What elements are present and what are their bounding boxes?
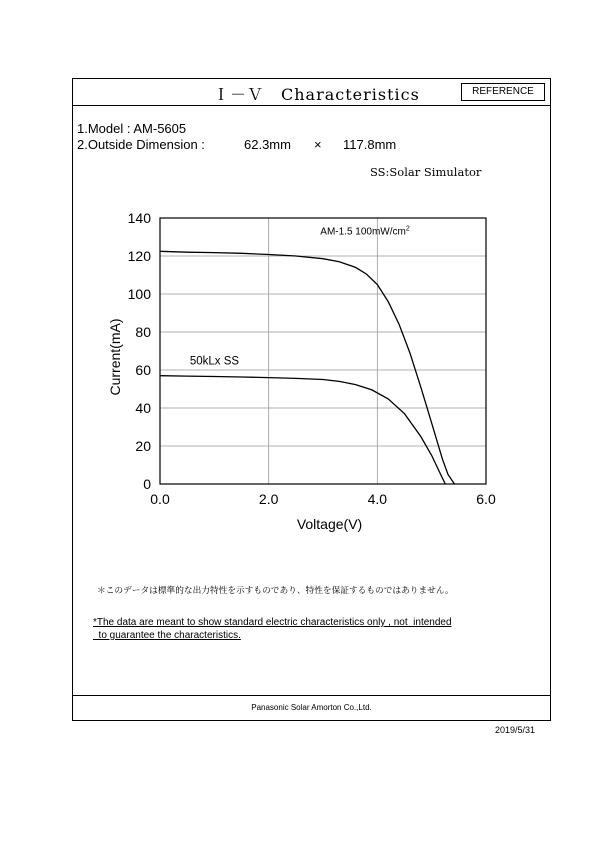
title-bar	[73, 79, 550, 106]
english-disclaimer-line-2: to guarantee the characteristics.	[93, 630, 241, 641]
solar-simulator-note: SS:Solar Simulator	[370, 165, 482, 179]
y-tick-label-1: 20	[135, 438, 151, 454]
series-line-0	[160, 251, 455, 484]
dimension-times: ×	[314, 137, 322, 152]
series-label-50klx: 50kLx SS	[189, 355, 240, 368]
x-tick-label-2: 4.0	[367, 491, 388, 507]
y-tick-label-4: 80	[135, 324, 151, 340]
x-axis-label: Voltage(V)	[296, 516, 363, 532]
y-tick-label-2: 40	[135, 400, 151, 416]
y-axis-label: Current(mA)	[107, 318, 123, 396]
y-tick-label-6: 120	[127, 248, 151, 264]
series-label-am15-superscript: 2	[405, 225, 410, 233]
dimension-label: 2.Outside Dimension :	[77, 137, 205, 152]
dimension-height: 117.8mm	[343, 137, 397, 152]
series-label-am15: AM-1.5 $100mW/cm^2$	[320, 225, 410, 238]
datasheet-frame	[72, 78, 551, 721]
x-tick-label-1: 2.0	[258, 491, 279, 507]
iv-chart	[103, 203, 503, 548]
page-title: Ｉ－Ｖ Characteristics	[213, 85, 420, 104]
footer-divider	[73, 695, 550, 696]
series-line-1	[160, 376, 445, 484]
y-tick-label-7: 140	[127, 210, 151, 226]
english-disclaimer	[93, 616, 452, 642]
y-tick-label-0: 0	[143, 476, 151, 492]
x-tick-label-0: 0.0	[150, 491, 170, 507]
y-tick-label-5: 100	[127, 286, 151, 302]
plot-border	[160, 218, 486, 484]
company-footer: Panasonic Solar Amorton Co.,Ltd.	[251, 703, 372, 712]
document-date: 2019/5/31	[495, 725, 536, 735]
dimension-width: 62.3mm	[244, 137, 291, 152]
model-spec: 1.Model : AM-5605	[77, 121, 187, 136]
x-tick-label-3: 6.0	[476, 491, 496, 507]
reference-badge: REFERENCE	[461, 83, 545, 101]
japanese-disclaimer: ＊このデータは標準的な出力特性を示すものであり、特性を保証するものではありません。	[97, 586, 454, 596]
english-disclaimer-line-1: *The data are meant to show standard electric characteristics only , not intended	[93, 617, 452, 628]
y-tick-label-3: 60	[135, 362, 151, 378]
